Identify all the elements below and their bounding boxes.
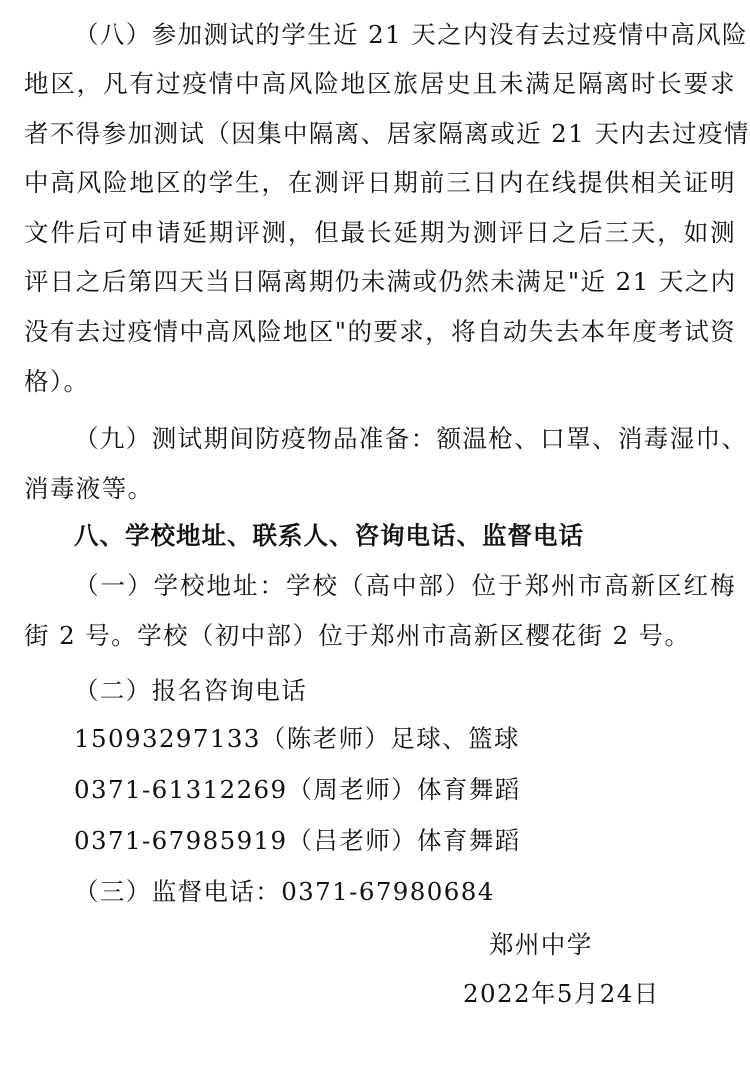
item8-line-4: 中高风险地区的学生，在测评日期前三日内在线提供相关证明 — [24, 168, 736, 197]
item8-line-2: 地区，凡有过疫情中高风险地区旅居史且未满足隔离时长要求 — [24, 69, 736, 98]
item8-line-1: （八）参加测试的学生近 21 天之内没有去过疫情中高风险 — [74, 20, 748, 49]
contact-line: 15093297133（陈老师）足球、篮球 — [74, 724, 520, 753]
address-line-1: （一）学校地址：学校（高中部）位于郑州市高新区红梅 — [74, 571, 736, 600]
item8-line-6: 评日之后第四天当日隔离期仍未满或仍然未满足"近 21 天之内 — [24, 267, 737, 296]
item8-line-7: 没有去过疫情中高风险地区"的要求，将自动失去本年度考试资 — [24, 317, 736, 346]
supervision-phone: （三）监督电话：0371-67980684 — [74, 877, 495, 906]
item9-line-2: 消毒液等。 — [24, 474, 154, 503]
item8-line-5: 文件后可申请延期评测，但最长延期为测评日之后三天，如测 — [24, 218, 736, 247]
address-line-2: 街 2 号。学校（初中部）位于郑州市高新区樱花街 2 号。 — [24, 621, 691, 650]
item8-line-8: 格）。 — [24, 367, 90, 396]
section8-heading: 八、学校地址、联系人、咨询电话、监督电话 — [74, 521, 584, 550]
item8-line-3: 者不得参加测试（因集中隔离、居家隔离或近 21 天内去过疫情 — [24, 119, 750, 148]
item9-line-1: （九）测试期间防疫物品准备：额温枪、口罩、消毒湿巾、 — [74, 424, 748, 453]
contact-line: 0371-67985919（吕老师）体育舞蹈 — [74, 826, 521, 855]
phone-heading: （二）报名咨询电话 — [74, 676, 308, 705]
contact-line: 0371-61312269（周老师）体育舞蹈 — [74, 775, 521, 804]
signature-org: 郑州中学 — [489, 930, 593, 959]
signature-date: 2022年5月24日 — [463, 979, 660, 1008]
